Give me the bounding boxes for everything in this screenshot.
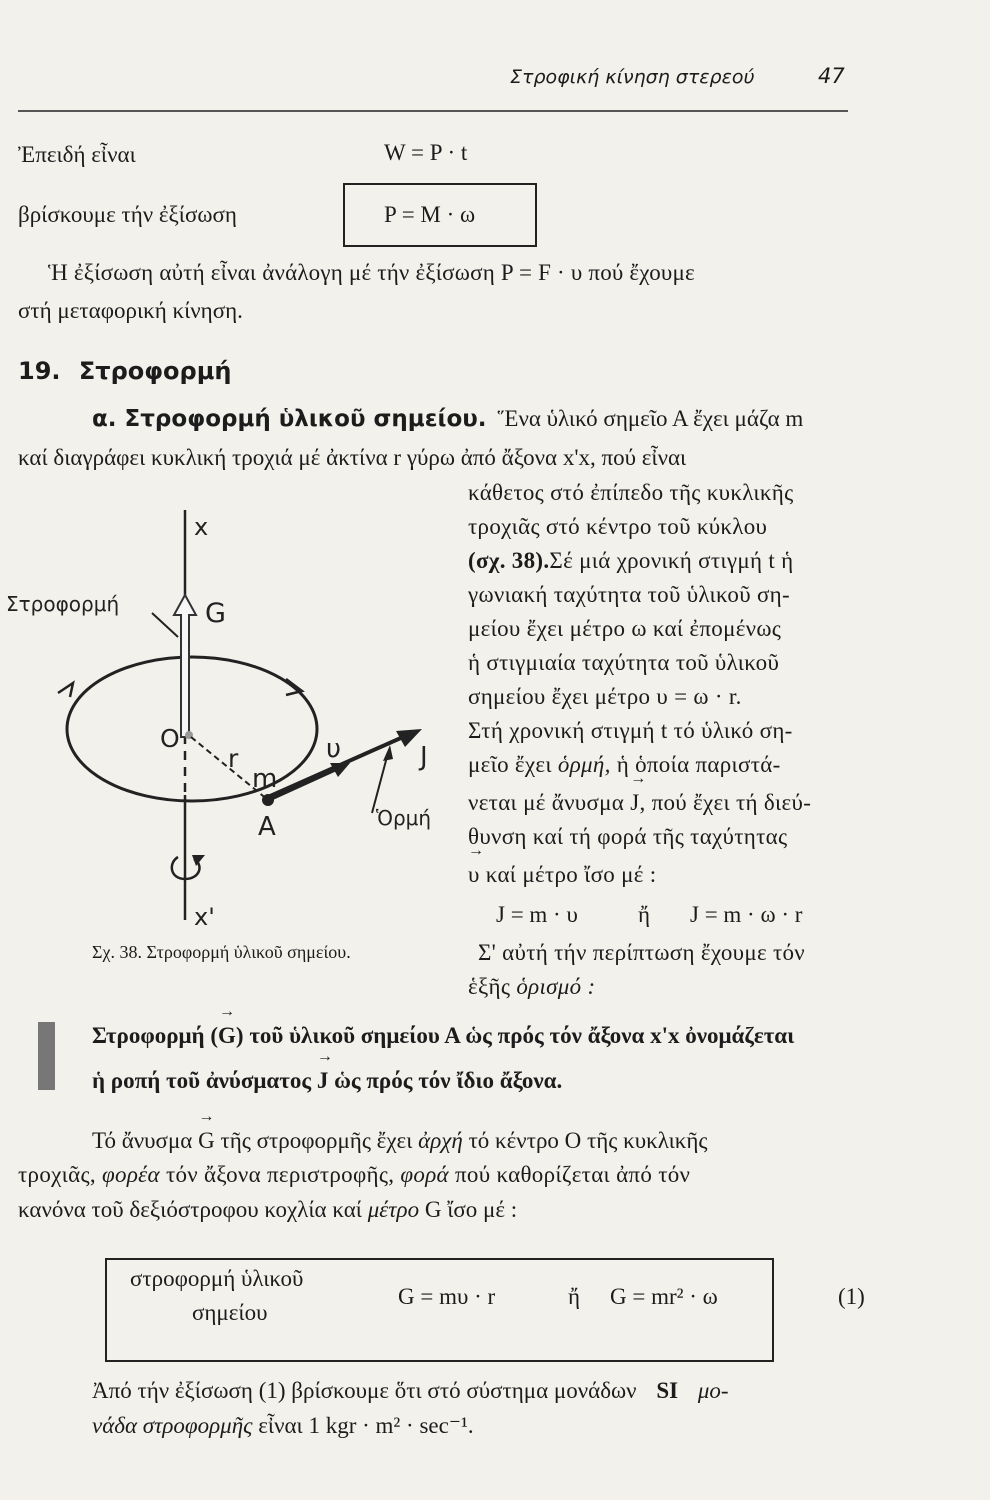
closing-l2a: νάδα στροφορμῆς (92, 1413, 253, 1438)
label-u: υ (326, 734, 342, 764)
closing-l1b: SI (656, 1378, 679, 1403)
label-m: m (252, 764, 278, 794)
rc-line14: Σ' αὐτή τήν περίπτωση ἔχουμε τόν (478, 940, 805, 965)
subsection-label: α. Στροφορμή ὑλικοῦ σημείου. (92, 406, 487, 432)
label-x: x (194, 513, 209, 541)
formula-number: (1) (838, 1284, 865, 1309)
rc-line8: Στή χρονική στιγμή t τό ὑλικό ση- (468, 718, 793, 743)
closing-line1 (92, 1378, 729, 1404)
intro-paragraph-line2: στή μεταφορική κίνηση. (18, 298, 243, 323)
vp-l3b: μέτρο (367, 1197, 420, 1222)
vp-l1c: ἀρχή (418, 1128, 463, 1153)
rc-line6: ἡ στιγμιαία ταχύτητα τοῦ ὑλικοῦ (468, 650, 780, 675)
intro-line2-equation: P = M · ω (384, 202, 476, 227)
rc-line3-ref: (σχ. 38). (468, 548, 550, 573)
rc-line11: θυνση καί τή φορά τῆς ταχύτητας (468, 824, 788, 849)
vector-para-line1 (92, 1128, 708, 1154)
header-rule (18, 110, 848, 112)
section-heading (18, 357, 231, 385)
orbit-arrow-left-icon (58, 683, 73, 697)
vp-l3a: κανόνα τοῦ δεξιόστροφου κοχλία καί (18, 1197, 362, 1222)
label-strofor: Στροφορμή (6, 592, 120, 616)
rc-line3-text: Σέ μιά χρονική στιγμή t ἡ (549, 548, 794, 573)
section-title: Στροφορμή (78, 357, 232, 385)
intro-paragraph-line1: Ἡ ἐξίσωση αὐτή εἶναι ἀνάλογη μέ τήν ἐξίσωση P = F · υ πού ἔχουμε (48, 260, 695, 285)
section-number: 19. (18, 357, 61, 385)
figure-caption: Σχ. 38. Στροφορμή ὑλικοῦ σημείου. (92, 942, 351, 962)
definition-line1-b: ) τοῦ ὑλικοῦ σημείου Α ὡς πρός τόν ἄξονα x'x ὀνομάζεται (235, 1023, 795, 1048)
rc-line7: σημείου ἔχει μέτρο υ = ω · r. (468, 684, 742, 709)
definition-line1 (92, 1023, 794, 1049)
vp-l2a: τροχιᾶς, (18, 1162, 96, 1187)
vp-l2b: φορέα (102, 1162, 160, 1187)
rc-line12 (468, 862, 656, 888)
definition-line1-a: Στροφορμή ( (92, 1023, 219, 1048)
vp-l2d: φορά (400, 1162, 449, 1187)
vp-l1d: τό κέντρο Ο τῆς κυκλικῆς (468, 1128, 708, 1153)
rc-line12-b: καί μέτρο ἴσο μέ : (485, 862, 657, 887)
label-r: r (228, 744, 239, 773)
velocity-vector-u (268, 765, 345, 800)
closing-l1a: Ἀπό τήν ἐξίσωση (1) βρίσκουμε ὅτι στό σύστημα μονάδων (92, 1378, 637, 1403)
label-ormi: Ὁρμή (376, 806, 432, 830)
rc-line5: μείου ἔχει μέτρο ω καί ἐπομένως (468, 616, 782, 641)
vector-para-line2 (18, 1162, 690, 1188)
rc-line9-c: ἡ ὁποία παριστά- (616, 752, 781, 777)
definition-line1-vector: → G (218, 1023, 236, 1049)
rc-line12-vector: → υ (468, 862, 480, 888)
vp-l2c: τόν ἄξονα περιστροφῆς, (165, 1162, 395, 1187)
rc-line2: τροχιᾶς στό κέντρο τοῦ κύκλου (468, 514, 768, 539)
definition-line2-vector: → J (317, 1068, 329, 1094)
angular-momentum-vector-G (174, 595, 196, 737)
rc-line9-a: μεῖο ἔχει (468, 752, 552, 777)
definition-line2-a: ἡ ροπή τοῦ ἀνύσματος (92, 1068, 312, 1093)
vector-para-line3 (18, 1197, 517, 1223)
intro-line1-equation: W = P · t (384, 140, 468, 165)
rc-line10 (468, 790, 811, 816)
ormi-leader-line (372, 753, 388, 813)
closing-l2b: εἶναι 1 kgr · m² · sec⁻¹. (258, 1413, 474, 1438)
closing-l1c: μο- (697, 1378, 729, 1403)
rc-line3 (468, 548, 793, 574)
closing-line2 (92, 1413, 474, 1439)
definition-line2-b: ὡς πρός τόν ἴδιο ἄξονα. (334, 1068, 563, 1093)
intro-line1-label: Ἐπειδή εἶναι (18, 142, 136, 167)
vp-l2e: πού καθορίζεται ἀπό τόν (455, 1162, 691, 1187)
running-header-title: Στροφική κίνηση στερεού (510, 66, 755, 88)
subsection-line2: καί διαγράφει κυκλική τροχιά μέ ἀκτίνα r γύρω ἀπό ἄξονα x'x, πού εἶναι (18, 445, 687, 470)
vp-l3c: G ἴσο μέ : (424, 1197, 518, 1222)
vp-l1a: Τό ἄνυσμα (92, 1128, 193, 1153)
label-x-prime: x' (194, 903, 215, 931)
formula-equation2: G = mr² · ω (610, 1284, 718, 1309)
formula-label-line1: στροφορμή ὑλικοῦ (130, 1266, 304, 1291)
intro-line2-label: βρίσκουμε τήν ἐξίσωση (18, 202, 237, 227)
rc-line1: κάθετος στό ἐπίπεδο τῆς κυκλικῆς (468, 480, 794, 505)
vp-l1b: τῆς στροφορμῆς ἔχει (220, 1128, 413, 1153)
rc-line15 (468, 974, 595, 1000)
label-A: A (258, 812, 276, 842)
subsection-first-line (92, 406, 803, 432)
rc-line10-vector: → J (630, 790, 639, 816)
definition-line2 (92, 1068, 562, 1094)
formula-equation-or: ἤ (568, 1284, 581, 1309)
definition-marker-bar (38, 1022, 55, 1090)
circular-orbit (67, 657, 317, 801)
rc-line10-b: , πού ἔχει τή διεύ- (639, 790, 812, 815)
rc-equation2: J = m · ω · r (690, 902, 803, 927)
label-O: O (160, 724, 180, 753)
vp-l1-vector: → G (198, 1128, 215, 1154)
subsection-text: Ἕνα ὑλικό σημεῖο Α ἔχει μάζα m (497, 406, 804, 431)
rc-line9 (468, 752, 781, 778)
label-J: J (420, 742, 428, 772)
rc-line10-a: νεται μέ ἄνυσμα (468, 790, 625, 815)
formula-label-line2: σημείου (192, 1300, 268, 1325)
rc-equation-or: ἤ (638, 902, 651, 927)
rc-line15-b: ὁρισμό : (516, 974, 596, 999)
formula-equation1: G = mυ · r (398, 1284, 496, 1309)
rc-line15-a: ἑξῆς (468, 974, 511, 999)
strofor-leader-line (152, 613, 178, 637)
rc-line9-b: ὁρμή, (557, 752, 611, 777)
rc-line4: γωνιακή ταχύτητα τοῦ ὑλικοῦ ση- (468, 582, 790, 607)
page-number: 47 (818, 64, 845, 88)
rc-equation1: J = m · υ (496, 902, 578, 927)
label-G: G (205, 598, 226, 629)
figure-38 (0, 495, 470, 935)
